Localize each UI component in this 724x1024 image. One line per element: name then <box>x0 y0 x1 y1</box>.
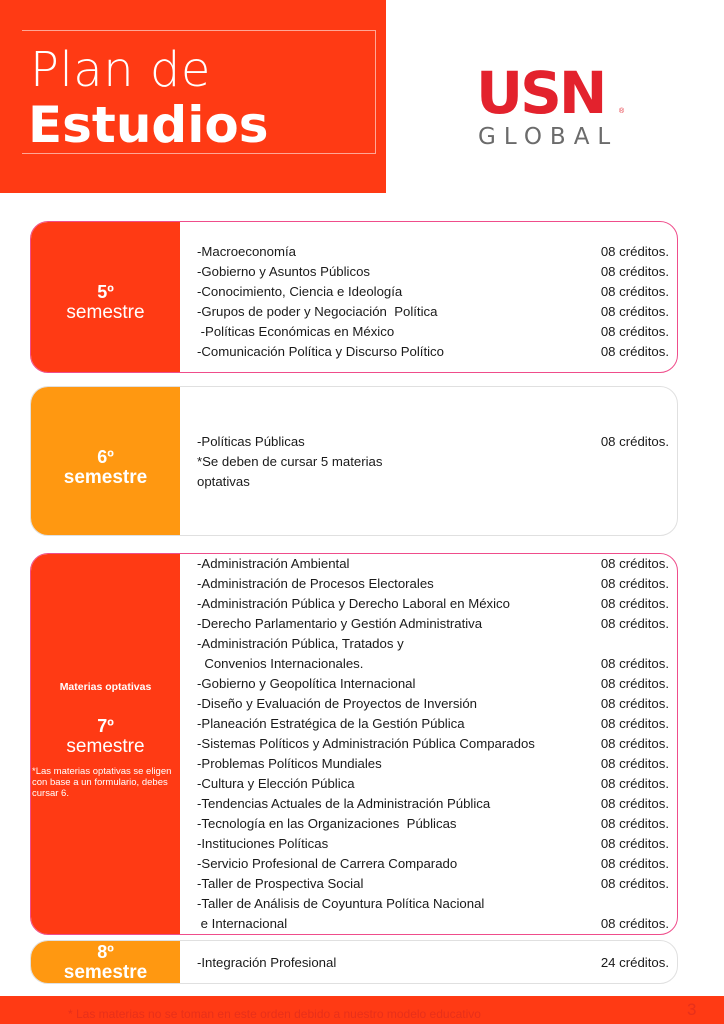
list-item <box>197 282 669 302</box>
subject-name: -Grupos de poder y Negociación Política <box>197 304 438 319</box>
subject-credits: 08 créditos. <box>600 304 669 319</box>
semester-5-card <box>30 221 678 373</box>
subject-credits: 08 créditos. <box>600 916 669 931</box>
subject-credits: 08 créditos. <box>600 284 669 299</box>
subject-name: -Integración Profesional <box>197 955 337 970</box>
list-item <box>197 814 669 834</box>
subject-name: -Políticas Públicas <box>197 434 305 449</box>
subject-credits: 08 créditos. <box>600 434 669 449</box>
subject-credits: 08 créditos. <box>600 796 669 811</box>
semester-8-card <box>30 940 678 984</box>
semester-8-label <box>31 941 180 983</box>
semester-7-card <box>30 553 678 935</box>
semester-number: 7º <box>97 716 114 736</box>
electives-side-note: *Las materias optativas se eligen con base a un formulario, debes cursar 6. <box>32 766 172 799</box>
logo-brand: USN <box>476 59 605 127</box>
subject-name: -Administración Pública y Derecho Laboral en México <box>197 596 510 611</box>
subject-credits: 08 créditos. <box>600 756 669 771</box>
list-item <box>197 674 669 694</box>
list-item <box>197 734 669 754</box>
subject-credits: 08 créditos. <box>600 876 669 891</box>
list-item <box>197 894 669 914</box>
list-item <box>197 854 669 874</box>
list-item <box>197 754 669 774</box>
subject-credits: 08 créditos. <box>600 716 669 731</box>
subject-name: -Diseño y Evaluación de Proyectos de Inversión <box>197 696 478 711</box>
list-item <box>197 574 669 594</box>
subject-name: -Problemas Políticos Mundiales <box>197 756 382 771</box>
list-item <box>197 834 669 854</box>
subject-credits: 08 créditos. <box>600 324 669 339</box>
footer-note: * Las materias no se toman en este orden debido a nuestro modelo educativo <box>68 1007 481 1021</box>
list-item <box>197 953 669 973</box>
semester-6-label <box>31 387 180 535</box>
page-title-line1: Plan de <box>30 42 211 98</box>
list-item <box>197 654 669 674</box>
list-item <box>197 594 669 614</box>
electives-tag: Materias optativas <box>59 681 152 693</box>
subject-name: -Gobierno y Asuntos Públicos <box>197 264 370 279</box>
list-item <box>197 714 669 734</box>
subject-name: -Tendencias Actuales de la Administración Pública <box>197 796 491 811</box>
semester-word: semestre <box>66 302 145 323</box>
subject-name: -Taller de Prospectiva Social <box>197 876 364 891</box>
list-item <box>197 794 669 814</box>
subject-name: -Administración Pública, Tratados y <box>197 636 404 651</box>
subject-name: -Sistemas Políticos y Administración Pública Comparados <box>197 736 535 751</box>
semester-word: semestre <box>66 736 145 757</box>
semester-number: 6º <box>97 447 114 467</box>
elective-note-cont: optativas <box>197 474 250 489</box>
subject-credits: 08 créditos. <box>600 816 669 831</box>
semester-number: 5º <box>97 282 114 302</box>
list-item <box>197 634 669 654</box>
list-item <box>197 774 669 794</box>
subject-name: -Macroeconomía <box>197 244 296 259</box>
subject-credits: 08 créditos. <box>600 264 669 279</box>
page-title-line2: Estudios <box>28 96 269 154</box>
subject-name: -Instituciones Políticas <box>197 836 329 851</box>
subject-credits: 08 créditos. <box>600 676 669 691</box>
subject-name: -Comunicación Política y Discurso Político <box>197 344 444 359</box>
list-item <box>197 262 669 282</box>
subject-credits: 08 créditos. <box>600 736 669 751</box>
subject-credits: 08 créditos. <box>600 244 669 259</box>
subject-name: -Cultura y Elección Pública <box>197 776 355 791</box>
page-number: 3 <box>687 1000 697 1019</box>
subject-credits: 24 créditos. <box>600 955 669 970</box>
subject-credits: 08 créditos. <box>600 776 669 791</box>
list-item <box>197 874 669 894</box>
subject-name: -Derecho Parlamentario y Gestión Administrativa <box>197 616 483 631</box>
semester-6-card <box>30 386 678 536</box>
list-item <box>197 432 669 452</box>
subject-credits: 08 créditos. <box>600 696 669 711</box>
subject-credits: 08 créditos. <box>600 616 669 631</box>
subject-name: -Gobierno y Geopolítica Internacional <box>197 676 416 691</box>
semester-word: semestre <box>63 467 148 488</box>
subject-name: e Internacional <box>197 916 288 931</box>
subject-name: -Servicio Profesional de Carrera Comparado <box>197 856 458 871</box>
list-item <box>197 242 669 262</box>
subject-name: -Taller de Análisis de Coyuntura Política Nacional <box>197 896 485 911</box>
semester-word: semestre <box>63 962 148 983</box>
list-item <box>197 694 669 714</box>
list-item <box>197 302 669 322</box>
subject-name: -Conocimiento, Ciencia e Ideología <box>197 284 403 299</box>
semester-5-label <box>31 222 180 372</box>
list-item <box>197 614 669 634</box>
subject-list <box>197 242 669 362</box>
subject-credits: 08 créditos. <box>600 344 669 359</box>
subject-name: -Administración de Procesos Electorales <box>197 576 434 591</box>
subject-list <box>197 432 669 492</box>
subject-credits: 08 créditos. <box>600 596 669 611</box>
list-item <box>197 554 669 574</box>
usn-global-logo <box>476 59 626 158</box>
semester-7-label <box>31 554 180 934</box>
subject-name: -Administración Ambiental <box>197 556 350 571</box>
elective-note: *Se deben de cursar 5 materias <box>197 454 383 469</box>
list-item <box>197 322 669 342</box>
subject-credits: 08 créditos. <box>600 656 669 671</box>
subject-credits: 08 créditos. <box>600 556 669 571</box>
list-item <box>197 342 669 362</box>
list-item <box>197 914 669 934</box>
subject-credits: 08 créditos. <box>600 856 669 871</box>
subject-name: Convenios Internacionales. <box>197 656 364 671</box>
subject-name: -Tecnología en las Organizaciones Públicas <box>197 816 457 831</box>
subject-name: -Políticas Económicas en México <box>197 324 395 339</box>
semester-number: 8º <box>97 942 114 962</box>
subject-name: -Planeación Estratégica de la Gestión Pública <box>197 716 465 731</box>
logo-registered-mark: ® <box>619 108 625 115</box>
logo-subtitle: GLOBAL <box>478 124 619 150</box>
subject-list <box>197 953 669 973</box>
subject-list <box>197 554 669 934</box>
subject-credits: 08 créditos. <box>600 576 669 591</box>
subject-credits: 08 créditos. <box>600 836 669 851</box>
